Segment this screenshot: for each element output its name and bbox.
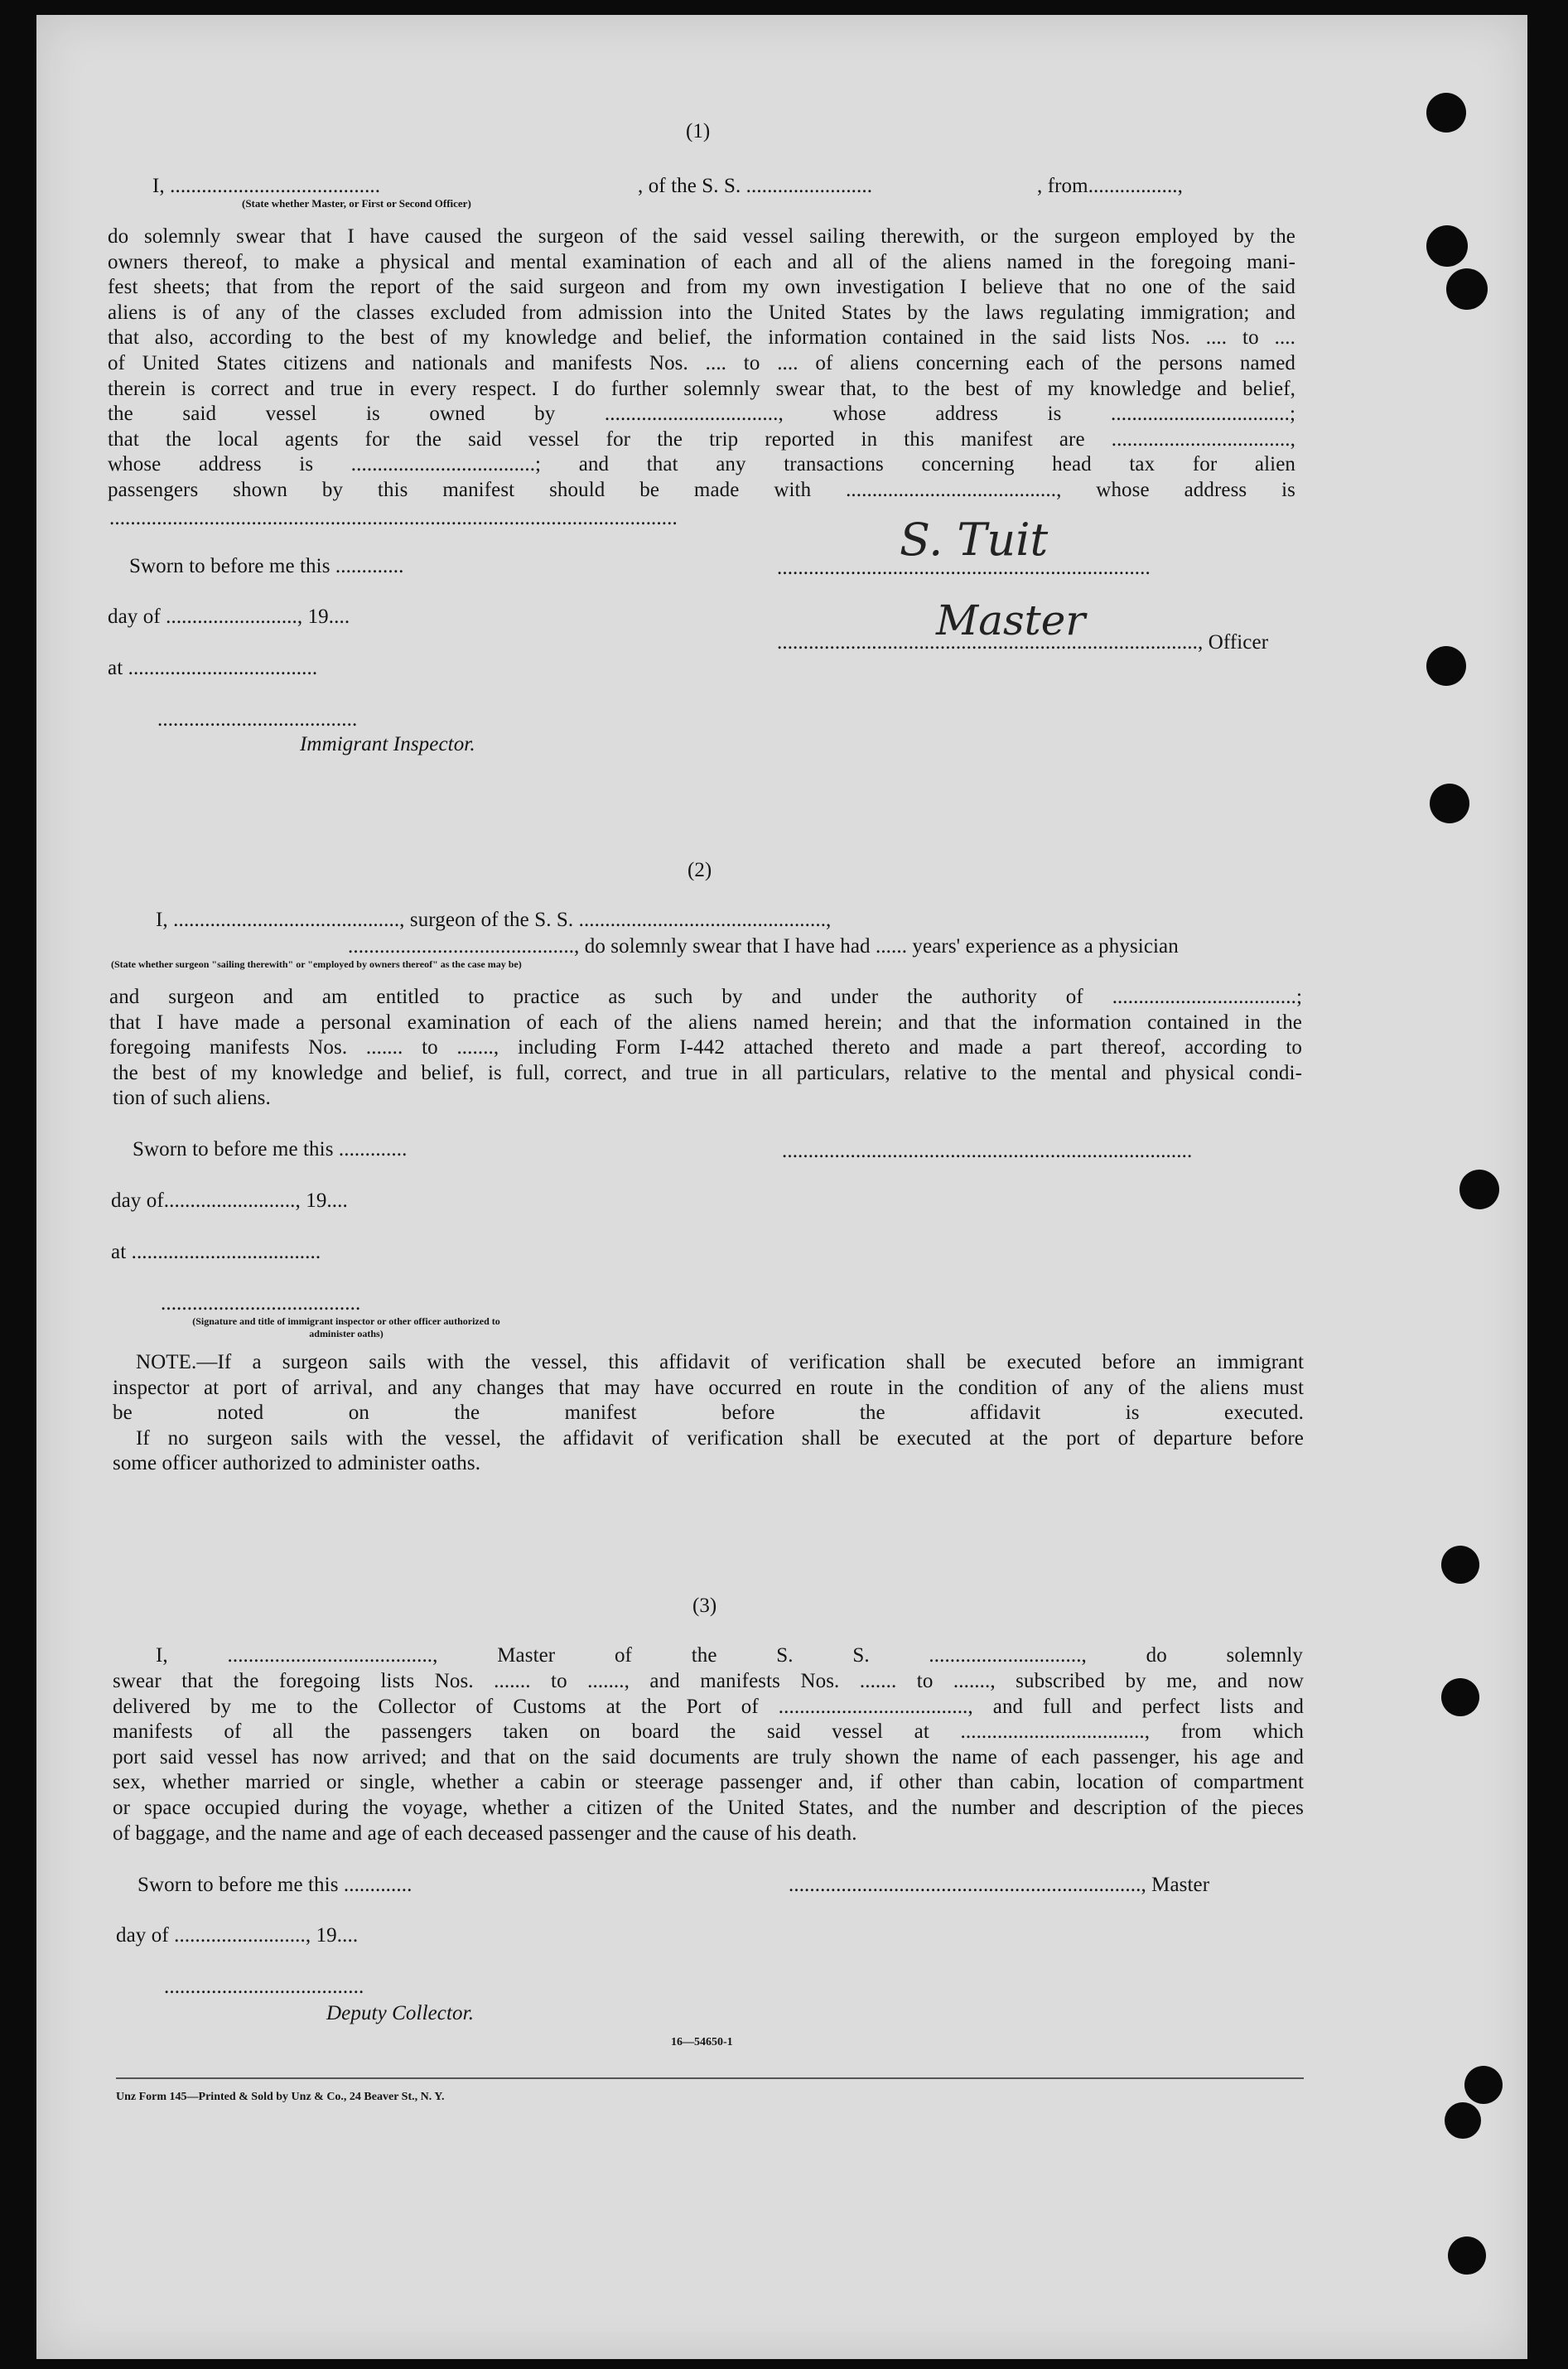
section-1-body-line: aliens is of any of the classes excluded from admission into the United States by the laws regulating immigration; and: [108, 301, 1295, 324]
section-1-signature-dots-2: ................................................................................, Officer: [777, 631, 1269, 654]
section-3-master-dots: ..................................................................., Master: [789, 1874, 1210, 1896]
section-1-day: day of ........................., 19....: [108, 606, 350, 628]
section-2-note-line: some officer authorized to administer oaths.: [113, 1452, 481, 1475]
signature-title: Master: [936, 596, 1086, 644]
printer-credit: Unz Form 145—Printed & Sold by Unz & Co., 24 Beaver St., N. Y.: [116, 2091, 445, 2103]
section-3-sworn: Sworn to before me this .............: [138, 1874, 413, 1896]
section-1-number: (1): [686, 120, 711, 142]
section-1-body-line: passengers shown by this manifest should be made with ........................................, whose address is: [108, 479, 1295, 501]
section-1-body-line: of United States citizens and nationals and manifests Nos. .... to .... of aliens concerning each of the persons named: [108, 352, 1295, 374]
section-1-inspector-dots: ......................................: [157, 708, 358, 731]
section-1-first-line-ss: , of the S. S. ........................: [638, 175, 873, 197]
section-1-body-line: therein is correct and true in every respect. I do further solemnly swear that, to the best of my knowledge and belief,: [108, 377, 1295, 400]
section-2-day: day of........................., 19....: [111, 1189, 348, 1212]
section-3-body-line: manifests of all the passengers taken on board the said vessel at ..................................., from which: [113, 1720, 1304, 1744]
section-3-number: (3): [692, 1595, 717, 1617]
signature-name: S. Tuit: [900, 514, 1049, 566]
section-2-number: (2): [688, 859, 712, 881]
section-1-body-line: do solemnly swear that I have caused the surgeon of the said vessel sailing therewith, or the surgeon employed by the: [108, 225, 1295, 248]
section-2-body-line: the best of my knowledge and belief, is full, correct, and true in all particulars, relative to the mental and physical condi-: [113, 1061, 1302, 1084]
section-2-surgeon-note: (State whether surgeon "sailing therewith" or "employed by owners thereof" as the case may be): [111, 958, 522, 970]
section-2-body-line: tion of such aliens.: [113, 1087, 271, 1110]
section-3-collector-label: Deputy Collector.: [326, 2002, 475, 2024]
section-2-inspector-note: (Signature and title of immigrant inspector or other officer authorized to administer oaths): [192, 1315, 500, 1339]
section-1-at: at ....................................: [108, 657, 318, 679]
section-1-body-line: the said vessel is owned by ................................., whose address is ..................................;: [108, 403, 1295, 426]
section-3-body-line: swear that the foregoing lists Nos. ....... to ......., and manifests Nos. ....... to ......., subscribed by me, and now: [113, 1670, 1304, 1692]
section-2-at: at ....................................: [111, 1241, 321, 1263]
section-2-line-2: ..........................................., do solemnly swear that I have had ...... years' experience as a physician: [348, 935, 1179, 958]
section-3-body-line: port said vessel has now arrived; and that on the said documents are truly shown the name of each passenger, his age and: [113, 1745, 1304, 1768]
section-1-sworn: Sworn to before me this .............: [129, 555, 404, 577]
section-3-collector-dots: ......................................: [164, 1976, 364, 1998]
section-2-note-line: NOTE.—If a surgeon sails with the vessel, this affidavit of verification shall be executed before an immigrant: [136, 1351, 1304, 1373]
section-1-officer-note: (State whether Master, or First or Second Officer): [242, 197, 471, 210]
section-2-inspector-dots: ......................................: [161, 1292, 361, 1315]
section-1-body-line: owners thereof, to make a physical and mental examination of each and all of the aliens named in the foregoing mani-: [108, 250, 1295, 273]
section-2-note-line: be noted on the manifest before the affidavit is executed.: [113, 1402, 1304, 1425]
section-1-trailing-dots: ............................................................................................................: [109, 507, 678, 529]
section-2-note-line: inspector at port of arrival, and any changes that may have occurred en route in the condition of any of the aliens must: [113, 1376, 1304, 1399]
section-3-body-line: delivered by me to the Collector of Customs at the Port of ...................................., and full and perfect lists and: [113, 1695, 1304, 1718]
section-2-body-line: that I have made a personal examination of each of the aliens named herein; and that the information contained in the: [109, 1011, 1302, 1034]
section-2-sworn: Sworn to before me this .............: [133, 1138, 408, 1160]
section-3-day: day of ........................., 19....: [116, 1924, 359, 1947]
section-2-body-line: and surgeon and am entitled to practice as such by and under the authority of ...................................;: [109, 986, 1302, 1008]
section-2-body-line: foregoing manifests Nos. ....... to ......., including Form I-442 attached thereto and made a part thereof, according to: [109, 1036, 1302, 1059]
section-2-signature-dots: ..............................................................................: [782, 1140, 1193, 1162]
form-code: 16—54650-1: [671, 2036, 733, 2048]
section-3-body-line: of baggage, and the name and age of each deceased passenger and the cause of his death.: [113, 1821, 857, 1845]
section-3-body-line: sex, whether married or single, whether a cabin or steerage passenger and, if other than cabin, location of compartment: [113, 1771, 1304, 1794]
section-1-body-line: whose address is ...................................; and that any transactions concerning head tax for alien: [108, 453, 1295, 476]
section-1-body-line: fest sheets; that from the report of the said surgeon and from my own investigation I believe that no one of the said: [108, 276, 1295, 299]
section-3-first-line: I, ......................................., Master of the S. S. ............................., do solemnly: [156, 1644, 1303, 1667]
section-1-body-line: that also, according to the best of my knowledge and belief, the information contained in the said lists Nos. .... to ....: [108, 326, 1295, 350]
section-3-body-line: or space occupied during the voyage, whether a citizen of the United States, and the number and description of the pieces: [113, 1797, 1304, 1819]
section-1-signature-dots-1: .......................................................................: [777, 557, 1151, 579]
section-1-first-line-i: I, ........................................: [152, 175, 381, 197]
section-1-inspector-label: Immigrant Inspector.: [300, 733, 475, 755]
section-1-body-line: that the local agents for the said vessel for the trip reported in this manifest are ..................................,: [108, 427, 1295, 451]
footer-rule: [116, 2077, 1304, 2079]
section-2-first-line: I, ..........................................., surgeon of the S. S. ...............................................,: [156, 909, 832, 931]
section-1-first-line-from: , from.................,: [1037, 175, 1183, 197]
section-2-note-line: If no surgeon sails with the vessel, the affidavit of verification shall be executed at the port of departure before: [136, 1426, 1304, 1450]
